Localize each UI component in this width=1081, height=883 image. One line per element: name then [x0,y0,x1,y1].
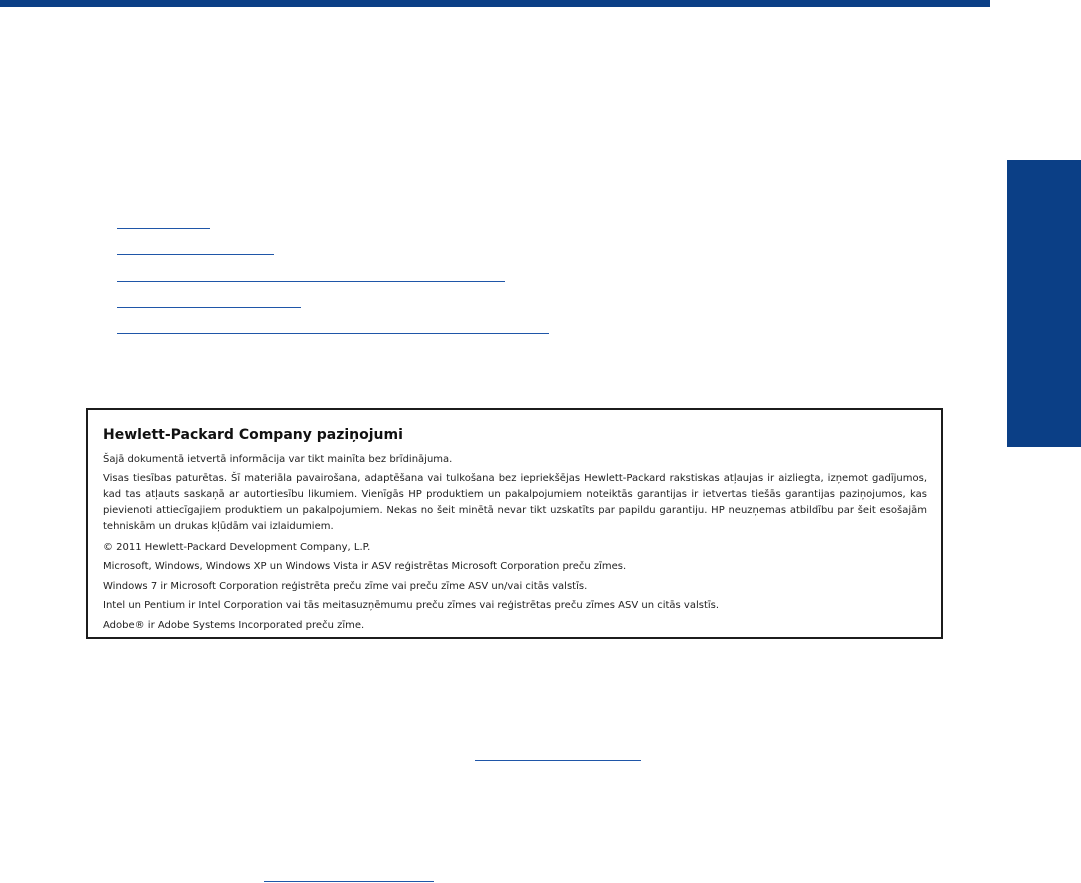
notice-trademark-windows7: Windows 7 ir Microsoft Corporation reģistrēta preču zīme vai preču zīme ASV un/vai citās valstīs. [103,580,588,592]
notice-trademark-intel: Intel un Pentium ir Intel Corporation vai tās meitasuzņēmumu preču zīmes vai reģistrētas preču zīmes ASV un citās valstīs. [103,600,720,611]
inline-link-2[interactable] [264,869,434,882]
top-rule [0,0,990,7]
toc-link-2[interactable] [117,242,274,255]
hp-notice-box [86,408,943,639]
notice-trademark-microsoft: Microsoft, Windows, Windows XP un Windows Vista ir ASV reģistrētas Microsoft Corporation preču zīmes. [103,561,627,572]
notice-copyright: © 2011 Hewlett-Packard Development Company, L.P. [103,541,371,553]
notice-rights-paragraph: Visas tiesības paturētas. Šī materiāla pavairošana, adaptēšana vai tulkošana bez iepriekšējas Hewlett-Packard rakstiskas atļaujas ir aizliegta, izņemot gadījumos, kad tas atļauts saskaņā ar autortiesību likumiem. Vienīgās HP produktiem un pakalpojumiem noteiktās garantijas ir ietvertas tiešās garantijas paziņojumos, kas pievienoti attiecīgajiem produktiem un pakalpojumiem. Nekas no šeit minētā nevar tikt uzskatīts par papildu garantiju. HP neuzņemas atbildību par šeit esošajām tehniskām un drukas kļūdām vai izlaidumiem. [103,472,927,532]
toc-link-1[interactable] [117,216,210,229]
toc-link-5[interactable] [117,321,549,334]
inline-link-1[interactable] [475,748,641,761]
notice-trademark-adobe: Adobe® ir Adobe Systems Incorporated preču zīme. [103,619,365,631]
notice-title: Hewlett-Packard Company paziņojumi [103,427,403,443]
toc-link-3[interactable] [117,269,505,282]
toc-link-4[interactable] [117,295,301,308]
notice-change-disclaimer: Šajā dokumentā ietvertā informācija var tikt mainīta bez brīdinājuma. [103,454,453,465]
chapter-side-tab [1007,160,1081,447]
